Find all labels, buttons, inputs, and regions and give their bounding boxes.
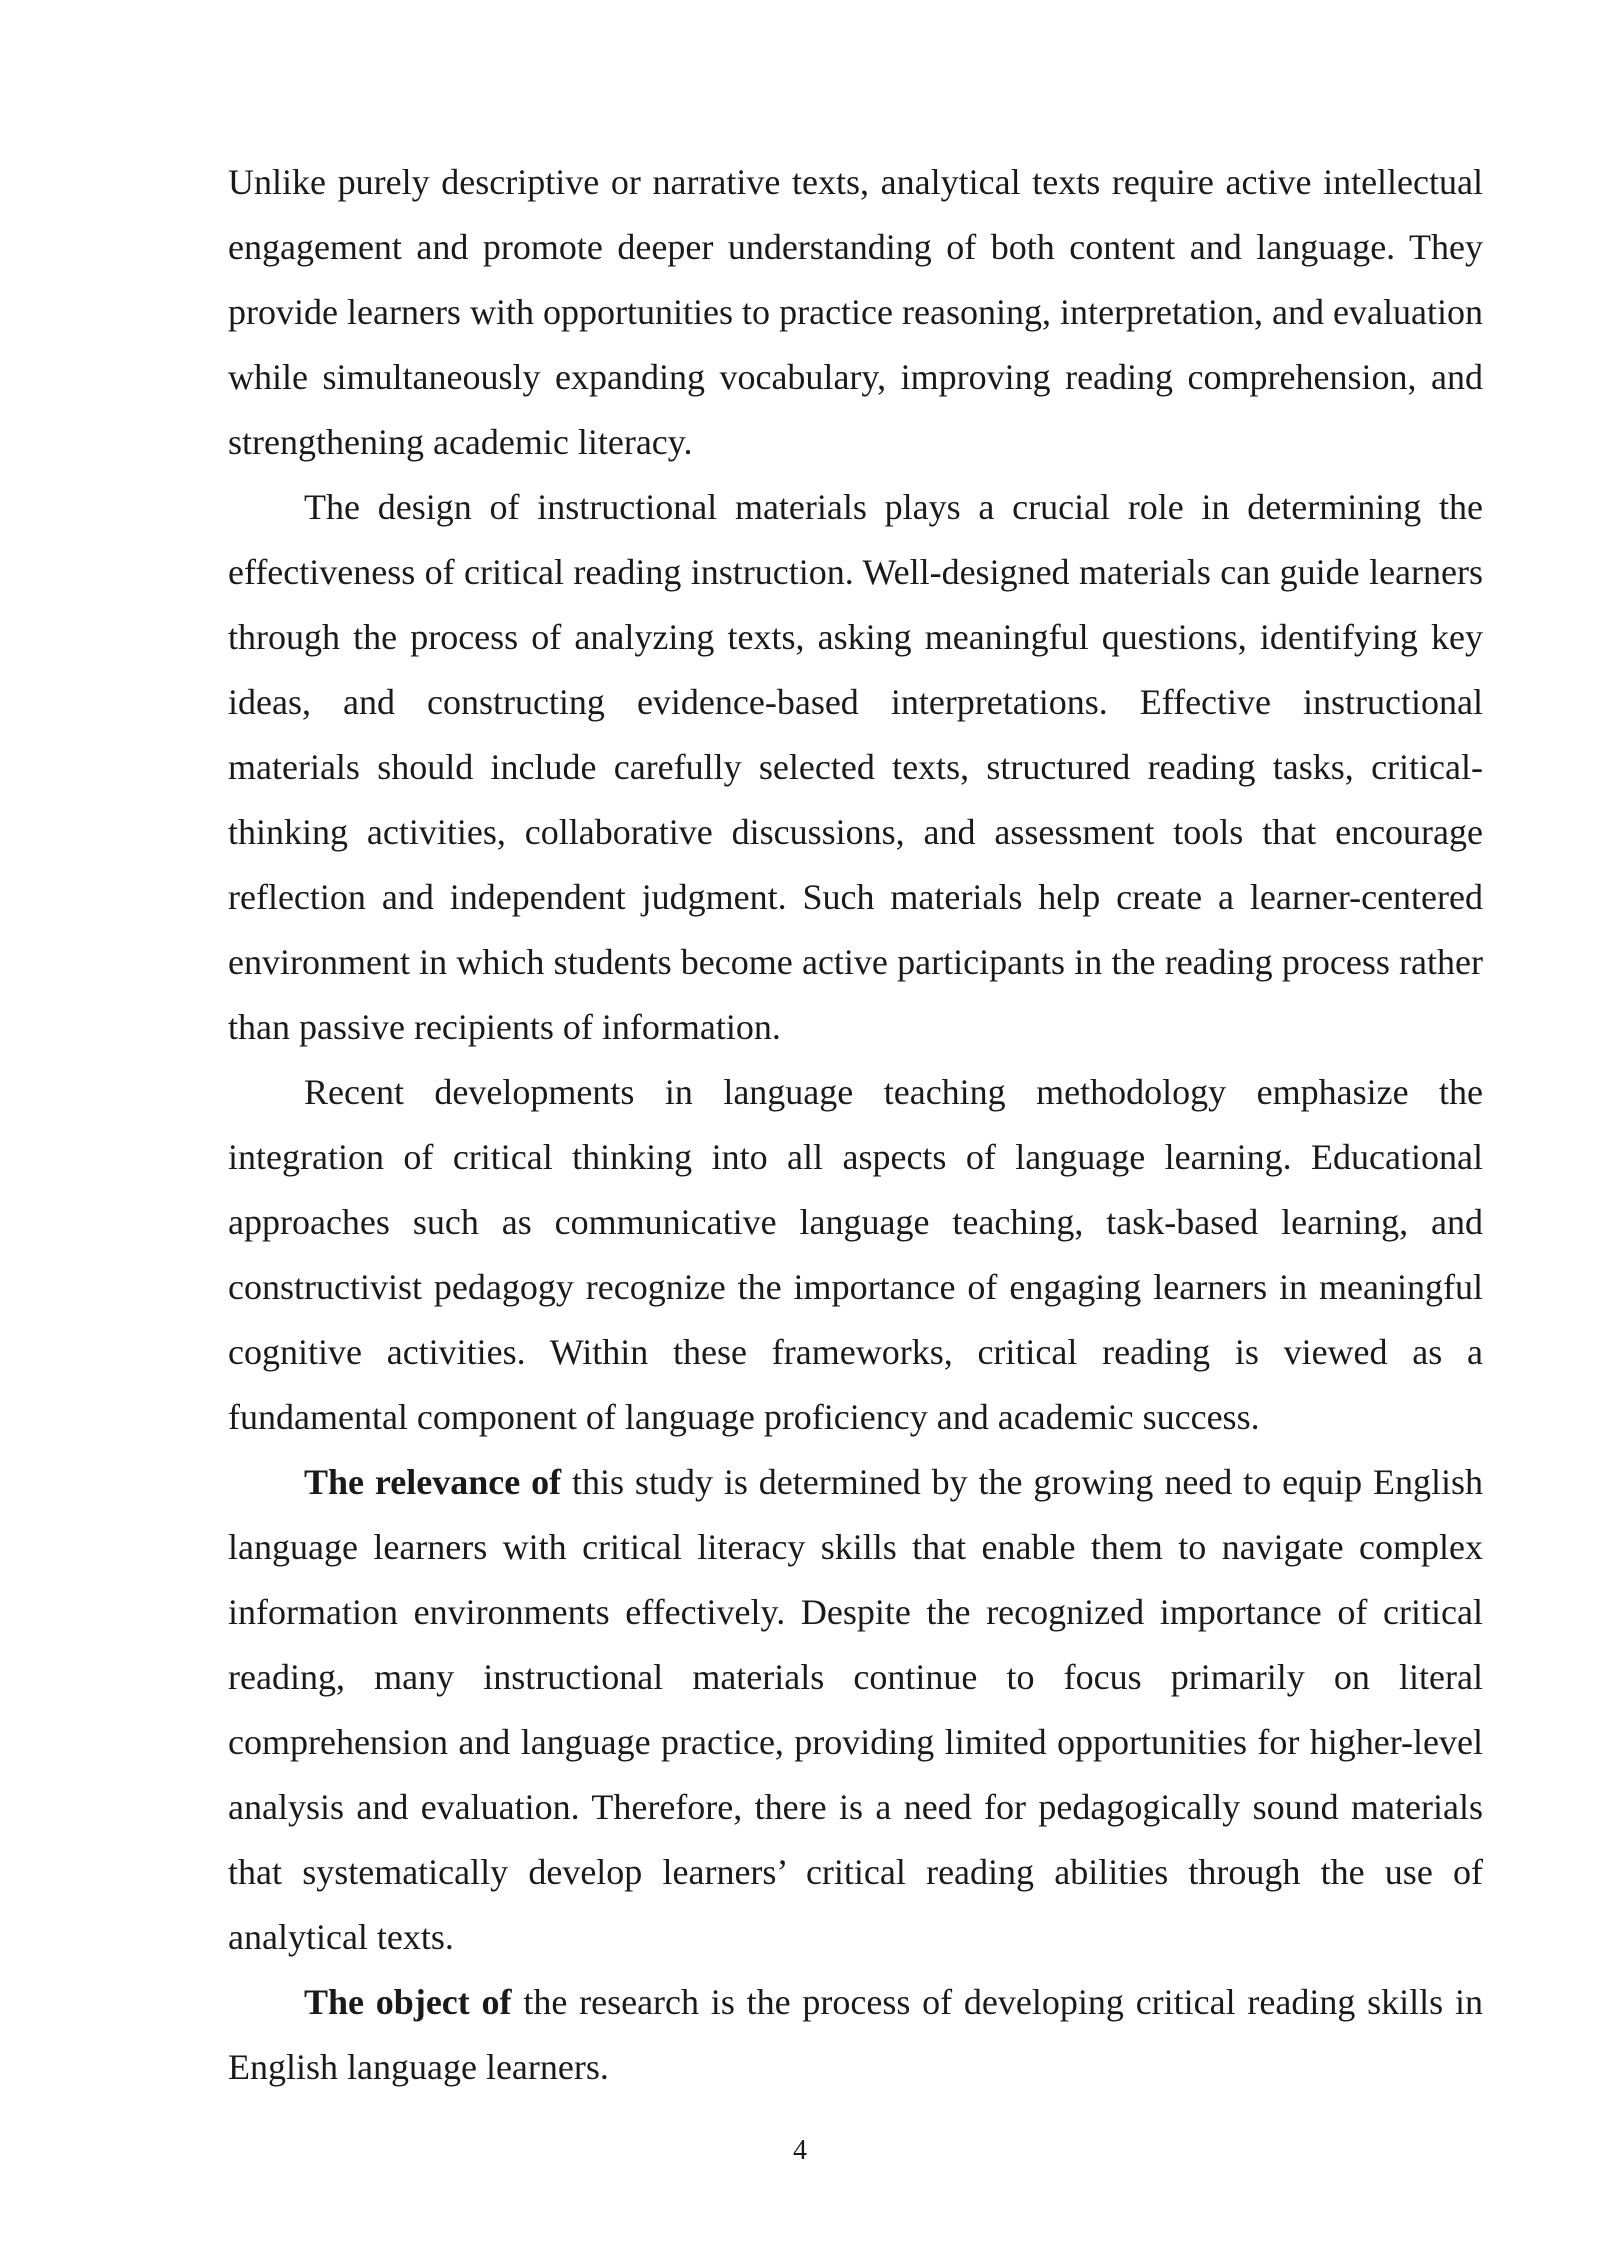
paragraph-text: Unlike purely descriptive or narrative texts, analytical texts require active intellectual engagement and promote deeper understanding of both content and language. They provide learners with opportunities to practice reasoning, interpretation, and evaluation while simultaneously expanding vocabulary, improving reading comprehension, and strengthening academic literacy. — [228, 162, 1483, 462]
paragraph-object — [228, 1970, 1483, 2100]
paragraph-lead-object: The object of — [304, 1982, 512, 2022]
document-body — [228, 150, 1483, 2100]
paragraph-lead-relevance: The relevance of — [304, 1462, 562, 1502]
page-number: 4 — [793, 2135, 807, 2166]
paragraph-relevance — [228, 1450, 1483, 1970]
paragraph-text: The design of instructional materials plays a crucial role in determining the effectiveness of critical reading instruction. Well-designed materials can guide learners through the process of analyzing texts, asking meaningful questions, identifying key ideas, and constructing evidence-based interpretations. Effective instructional materials should include carefully selected texts, structured reading tasks, critical-thinking activities, collaborative discussions, and assessment tools that encourage reflection and independent judgment. Such materials help create a learner-centered environment in which students become active participants in the reading process rather than passive recipients of information. — [228, 487, 1483, 1047]
paragraph-text: this study is determined by the growing need to equip English language learners with critical literacy skills that enable them to navigate complex information environments effectively. Despite the recognized importance of critical reading, many instructional materials continue to focus primarily on literal comprehension and language practice, providing limited opportunities for higher-level analysis and evaluation. Therefore, there is a need for pedagogically sound materials that systematically develop learners’ critical reading abilities through the use of analytical texts. — [228, 1462, 1483, 1957]
paragraph-text: the research is the process of developing critical reading skills in English language learners. — [228, 1982, 1483, 2087]
paragraph-analytical-texts — [228, 150, 1483, 475]
paragraph-text: Recent developments in language teaching methodology emphasize the integration of critical thinking into all aspects of language learning. Educational approaches such as communicative language teaching, task-based learning, and constructivist pedagogy recognize the importance of engaging learners in meaningful cognitive activities. Within these frameworks, critical reading is viewed as a fundamental component of language proficiency and academic success. — [228, 1072, 1483, 1437]
paragraph-teaching-methodology — [228, 1060, 1483, 1450]
paragraph-instructional-materials — [228, 475, 1483, 1060]
